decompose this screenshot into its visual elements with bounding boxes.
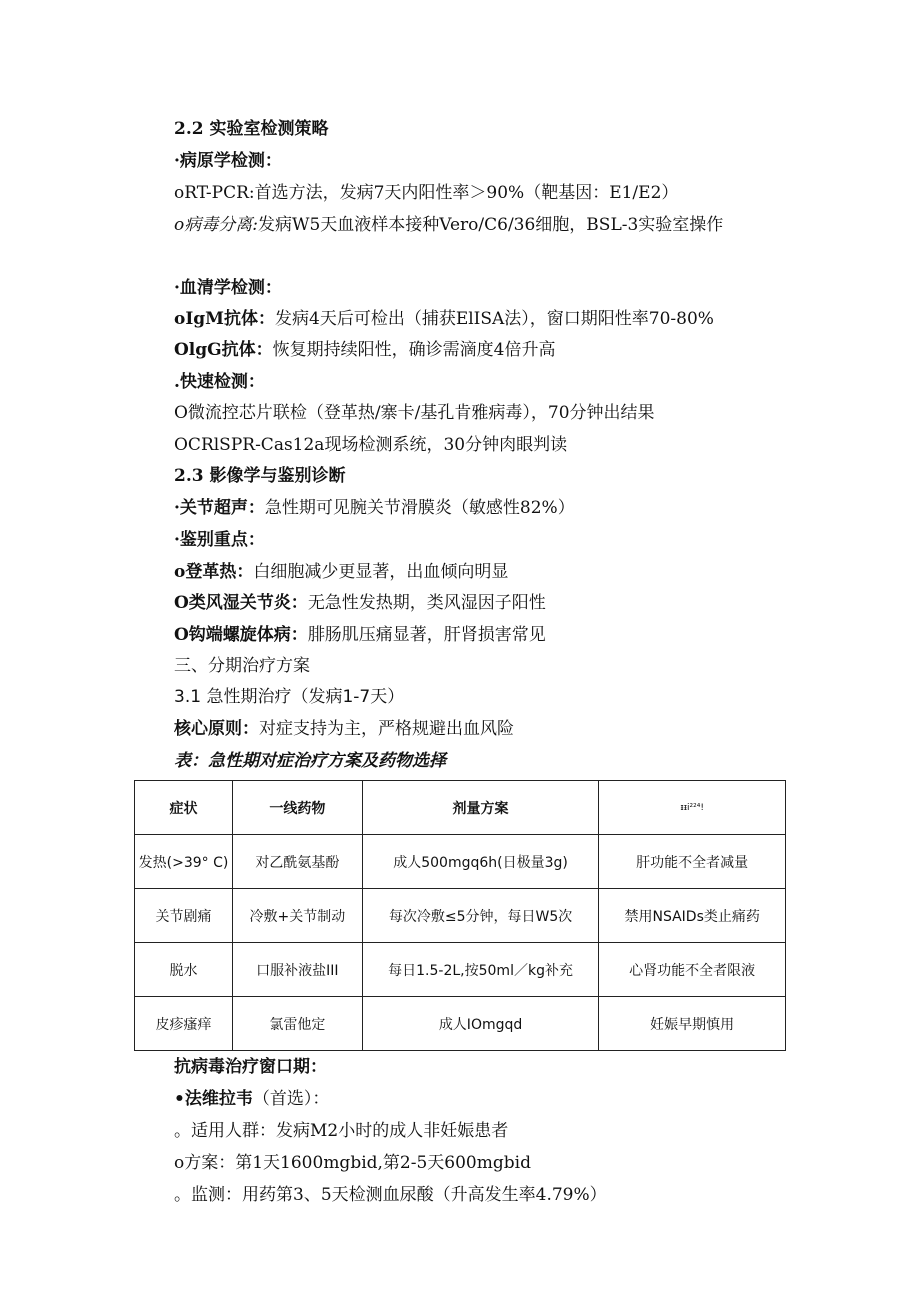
table-header-row xyxy=(135,781,786,835)
rapid-test-title: .快速检测： xyxy=(174,372,265,392)
lepto-label: O钩端螺旋体病： xyxy=(174,625,308,645)
virus-isolation-text: 发病W5天血液样本接种Vero/C6/36细胞，BSL-3实验室操作 xyxy=(257,215,724,235)
core-principle-label: 核心原则： xyxy=(174,719,259,739)
differential-title: ·鉴别重点： xyxy=(174,530,265,550)
cell-symptom: 皮疹瘙痒 xyxy=(135,997,233,1051)
dengue-text: 白细胞减少更显著，出血倾向明显 xyxy=(253,562,509,582)
cell-notes: 肝功能不全者减量 xyxy=(599,835,786,889)
cell-notes: 心肾功能不全者限液 xyxy=(599,943,786,997)
table-row xyxy=(135,943,786,997)
monitoring-item: 。监测：用药第3、5天检测血尿酸（升高发生率4.79%） xyxy=(174,1185,607,1205)
regimen-item: o方案：第1天1600mgbid,第2-5天600mgbid xyxy=(174,1153,531,1173)
favipiravir-note: （首选）： xyxy=(252,1089,330,1109)
antiviral-title: 抗病毒治疗窗口期： xyxy=(174,1057,327,1077)
header-notes: ᵻᵻi²²⁴! xyxy=(599,781,786,835)
cell-symptom: 脱水 xyxy=(135,943,233,997)
ultrasound-item xyxy=(174,497,575,519)
lepto-item xyxy=(174,624,546,646)
cell-drug: 口服补液盐III xyxy=(232,943,362,997)
table-row xyxy=(135,835,786,889)
cell-notes: 妊娠早期慎用 xyxy=(599,997,786,1051)
target-population-item: 。适用人群：发病M2小时的成人非妊娠患者 xyxy=(174,1121,509,1141)
favipiravir-label: •法维拉韦 xyxy=(174,1089,253,1109)
igg-text: 恢复期持续阳性，确诊需滴度4倍升高 xyxy=(272,340,556,360)
section-2-3-heading: 2.3 影像学与鉴别诊断 xyxy=(174,466,346,486)
core-principle xyxy=(174,718,514,740)
cell-symptom: 发热(>39° C) xyxy=(135,835,233,889)
serology-test-title: ·血清学检测： xyxy=(174,278,282,298)
pathogen-test-title: ·病原学检测： xyxy=(174,151,282,171)
table-row xyxy=(135,997,786,1051)
cell-drug: 对乙酰氨基酚 xyxy=(232,835,362,889)
treatment-table xyxy=(134,780,786,1051)
igg-label: OlgG抗体： xyxy=(174,340,273,360)
dengue-label: o登革热： xyxy=(174,562,254,582)
ultrasound-text: 急性期可见腕关节滑膜炎（敏感性82%） xyxy=(264,498,575,518)
favipiravir-item xyxy=(174,1088,329,1110)
cell-dosage: 每次冷敷≤5分钟，每日W5次 xyxy=(362,889,599,943)
section-3-heading: 三、分期治疗方案 xyxy=(174,656,310,676)
igm-item xyxy=(174,308,714,330)
microfluidic-item: O微流控芯片联检（登革热/寨卡/基孔肯雅病毒），70分钟出结果 xyxy=(174,403,655,423)
section-2-2-heading: 2.2 实验室检测策略 xyxy=(174,119,329,139)
virus-isolation-label: o病毒分离: xyxy=(174,215,258,235)
dengue-item xyxy=(174,561,508,583)
igm-text: 发病4天后可检出（捕获ElISA法），窗口期阳性率70-80% xyxy=(275,309,714,329)
ra-item xyxy=(174,592,546,614)
ra-text: 无急性发热期，类风湿因子阳性 xyxy=(307,593,546,613)
rt-pcr-label: oRT-PCR: xyxy=(174,183,255,203)
cell-drug: 冷敷+关节制动 xyxy=(232,889,362,943)
cell-dosage: 每日1.5-2L,按50ml／kg补充 xyxy=(362,943,599,997)
core-principle-text: 对症支持为主，严格规避出血风险 xyxy=(259,719,514,739)
cell-notes: 禁用NSAIDs类止痛药 xyxy=(599,889,786,943)
ultrasound-label: ·关节超声： xyxy=(174,498,265,518)
ra-label: O类风湿关节炎： xyxy=(174,593,308,613)
header-symptom: 症状 xyxy=(135,781,233,835)
cell-dosage: 成人IOmgqd xyxy=(362,997,599,1051)
cell-dosage: 成人500mgq6h(日极量3g) xyxy=(362,835,599,889)
igg-item xyxy=(174,339,556,361)
cell-drug: 氯雷他定 xyxy=(232,997,362,1051)
lepto-text: 腓肠肌压痛显著，肝肾损害常见 xyxy=(307,625,546,645)
header-dosage: 剂量方案 xyxy=(362,781,599,835)
header-first-line-drug: 一线药物 xyxy=(232,781,362,835)
section-3-1-heading: 3.1 急性期治疗（发病1-7天） xyxy=(174,687,405,707)
igm-label: oIgM抗体： xyxy=(174,309,275,329)
cell-symptom: 关节剧痛 xyxy=(135,889,233,943)
rt-pcr-text: 首选方法，发病7天内阳性率＞90%（靶基因：E1/E2） xyxy=(254,183,679,203)
virus-isolation-item xyxy=(174,214,723,236)
crispr-item: OCRlSPR-Cas12a现场检测系统，30分钟肉眼判读 xyxy=(174,435,568,455)
rt-pcr-item xyxy=(174,182,678,204)
table-caption: 表：急性期对症治疗方案及药物选择 xyxy=(174,751,446,771)
table-row xyxy=(135,889,786,943)
